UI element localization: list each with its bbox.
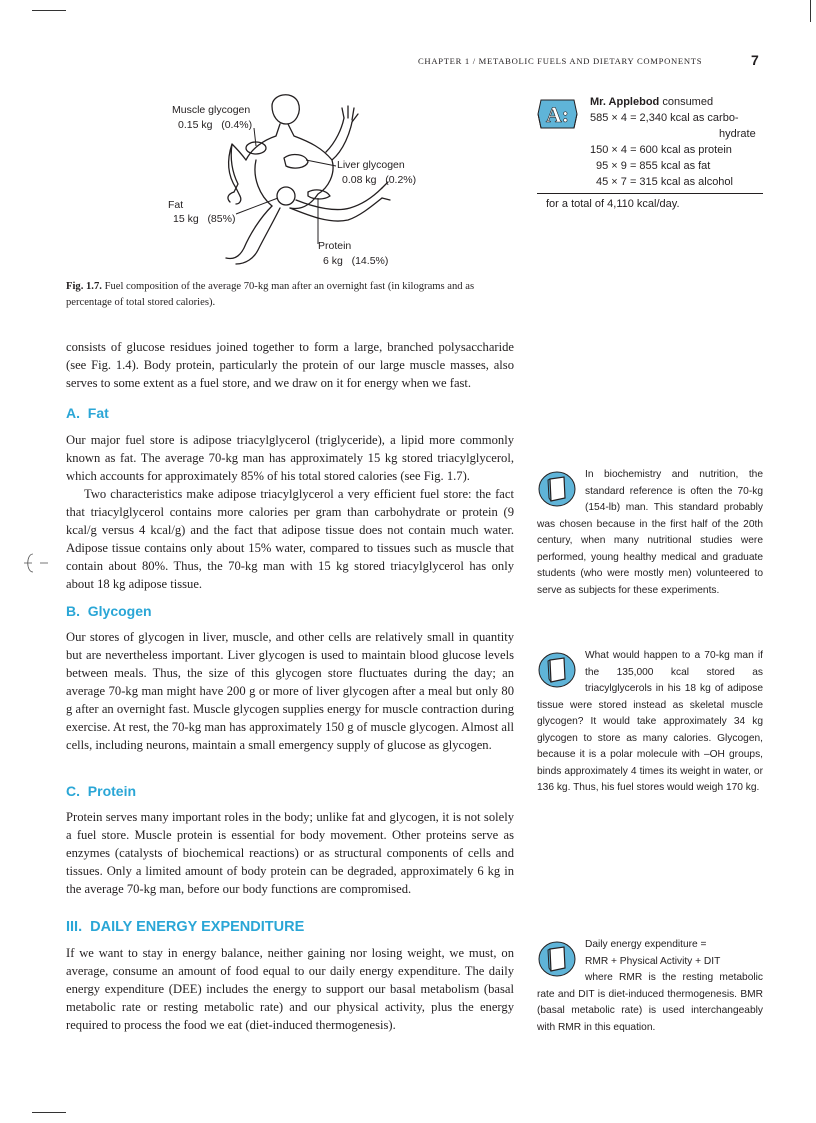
right-leg-outline [290, 188, 382, 221]
section-c-paragraph-1: Protein serves many important roles in the body; unlike fat and glycogen, it is not solely a fuel store. Muscle protein is essential for body movement. Other proteins serve as enzymes (catalysts of biochemical reactions) or as structural components of cells and tissues. Only a limited amount of body protein can be degraded, approximately 6 kg in the average 70-kg man, before our body functions are compromised. [66, 810, 514, 896]
label-fat: Fat [168, 199, 184, 211]
section-b-heading: B. Glycogen [66, 603, 152, 619]
section-a-paragraph-2: Two characteristics make adipose triacylglycerol a very efficient fuel store: the fact that triacylglycerol contains more calories per gram than carbohydrate or protein (9 kcal/g versus 4 kcal/g) and the fact that adipose tissue does not contain much water. Adipose tissue contains only about 15% water, compared to tissues such as muscle that contain about 80%. Thus, the 70-kg man with 15 kg stored triacylglycerol has only about 18 kg adipose tissue. [66, 487, 514, 591]
answer-divider [537, 193, 763, 194]
margin-note-3-text: where RMR is the resting metabolic rate and DIT is diet-induced thermogenesis. BMR (basal metabolic rate) is used interchangeably with RMR in this equation. [537, 972, 763, 1033]
margin-note-2-text: What would happen to a 70-kg man if the 135,000 kcal stored as triacylglycerols in his 18 kg of adipose tissue were stored instead as skeletal muscle glycogen? It would take approximately 34 kg glycogen to store as many calories. Glycogen, because it is a polar molecule with –OH groups, binds approximately 4 times its weight in water, or 136 kg. Thus, his fuel stores would weigh 170 kg. [537, 650, 763, 793]
answer-icon-text: A: [545, 102, 570, 127]
answer-name: Mr. Applebod [590, 96, 660, 108]
running-header: CHAPTER 1 / METABOLIC FUELS AND DIETARY COMPONENTS [418, 56, 703, 66]
section-iii-body [66, 944, 514, 1034]
label-protein: Protein [318, 240, 352, 252]
fat-deposit-shape [277, 187, 295, 205]
caption-text: Fuel composition of the average 70-kg man after an overnight fast (in kilograms and as percentage of total stored calories). [66, 281, 475, 308]
page-number: 7 [751, 52, 759, 68]
crop-mark-top [32, 10, 66, 11]
answer-line-1: 585 × 4 = 2,340 kcal as carbo- [590, 112, 739, 124]
answer-line-4: 45 × 7 = 315 kcal as alcohol [596, 176, 733, 188]
margin-note-3-line-2: RMR + Physical Activity + DIT [585, 955, 721, 967]
section-a-heading: A. Fat [66, 405, 109, 421]
crop-mark-right [810, 0, 811, 22]
value-fat: 15 kg (85%) [173, 213, 236, 225]
label-muscle-glycogen: Muscle glycogen [172, 104, 251, 116]
liver-shape [284, 155, 308, 169]
answer-total: for a total of 4,110 kcal/day. [546, 198, 680, 210]
section-c-heading: C. Protein [66, 783, 137, 799]
section-b-body [66, 628, 514, 754]
section-b-paragraph-1: Our stores of glycogen in liver, muscle, and other cells are relatively small in quantity but are nevertheless important. Liver glycogen is used to maintain blood glucose levels between meals. Thus, the size of this glycogen store fluctuates during the day; an average 70-kg man might have 200 g or more of liver glycogen after a meal but only 80 g after an overnight fast. Muscle glycogen supplies energy for muscle contraction during exercise. At rest, the 70-kg man has approximately 150 g of muscle glycogen. Almost all cells, including neurons, maintain a small emergency supply of glucose as glycogen. [66, 630, 514, 752]
answer-consumed: consumed [662, 96, 714, 108]
margin-note-2 [537, 648, 763, 797]
answer-line-1b: hydrate [719, 128, 756, 140]
figure-caption [66, 279, 514, 311]
answer-line-2: 150 × 4 = 600 kcal as protein [590, 144, 732, 156]
value-protein: 6 kg (14.5%) [323, 255, 389, 267]
torso-outline [246, 124, 333, 208]
section-c-body [66, 808, 514, 898]
answer-icon [537, 96, 578, 132]
margin-note-3-line-1: Daily energy expenditure = [585, 939, 707, 950]
value-muscle-glycogen: 0.15 kg (0.4%) [178, 119, 253, 131]
answer-line-3: 95 × 9 = 855 kcal as fat [596, 160, 711, 172]
label-liver-glycogen: Liver glycogen [337, 159, 405, 171]
book-icon [537, 470, 577, 508]
liver-pointer-line [306, 160, 336, 166]
muscle-pointer-line [254, 128, 256, 146]
section-iii-paragraph-1: If we want to stay in energy balance, neither gaining nor losing weight, we must, on average, consume an amount of food equal to our daily energy expenditure. The daily energy expenditure (DEE) includes the energy to support our basal metabolism (basal metabolic rate or resting metabolic rate) and our physical activity, plus the energy required to process the food we eat (diet-induced thermogenesis). [66, 946, 514, 1032]
book-icon [537, 651, 577, 689]
head-outline [272, 95, 299, 124]
margin-note-3 [537, 937, 763, 1036]
crop-mark-bottom [32, 1112, 66, 1113]
value-liver-glycogen: 0.08 kg (0.2%) [342, 174, 417, 186]
intro-text: consists of glucose residues joined together to form a large, branched polysaccharide (see Fig. 1.4). Body protein, particularly the protein of our large muscle masses, also serves to some extent as a fuel store, and we draw on it for energy when we fast. [66, 340, 514, 390]
margin-note-1 [537, 467, 763, 599]
right-arm-outline [326, 118, 352, 160]
right-hand-outline [342, 106, 358, 122]
answer-icon-graphic [537, 96, 578, 132]
left-arm-outline [229, 144, 246, 196]
section-a-paragraph-1: Our major fuel store is adipose triacylglycerol (triglyceride), a lipid more commonly known as fat. The average 70-kg man has approximately 15 kg stored triacylglycerol, which accounts for approximately 85% of his total stored calories (see Fig. 1.7). [66, 433, 514, 483]
intro-paragraph [66, 338, 514, 392]
registration-mark [0, 550, 60, 576]
section-a-body [66, 431, 514, 593]
caption-label: Fig. 1.7. [66, 281, 102, 292]
book-icon [537, 940, 577, 978]
section-iii-heading: III. DAILY ENERGY EXPENDITURE [66, 919, 305, 935]
protein-muscle-shape [308, 190, 330, 199]
margin-note-1-text: In biochemistry and nutrition, the standard reference is often the 70-kg (154-lb) man. This standard probably was chosen because in the first half of the 20th century, when many nutritional studies were performed, young healthy medical and graduate students (who were mostly men) volunteered to serve as subjects for these experiments. [537, 469, 763, 596]
